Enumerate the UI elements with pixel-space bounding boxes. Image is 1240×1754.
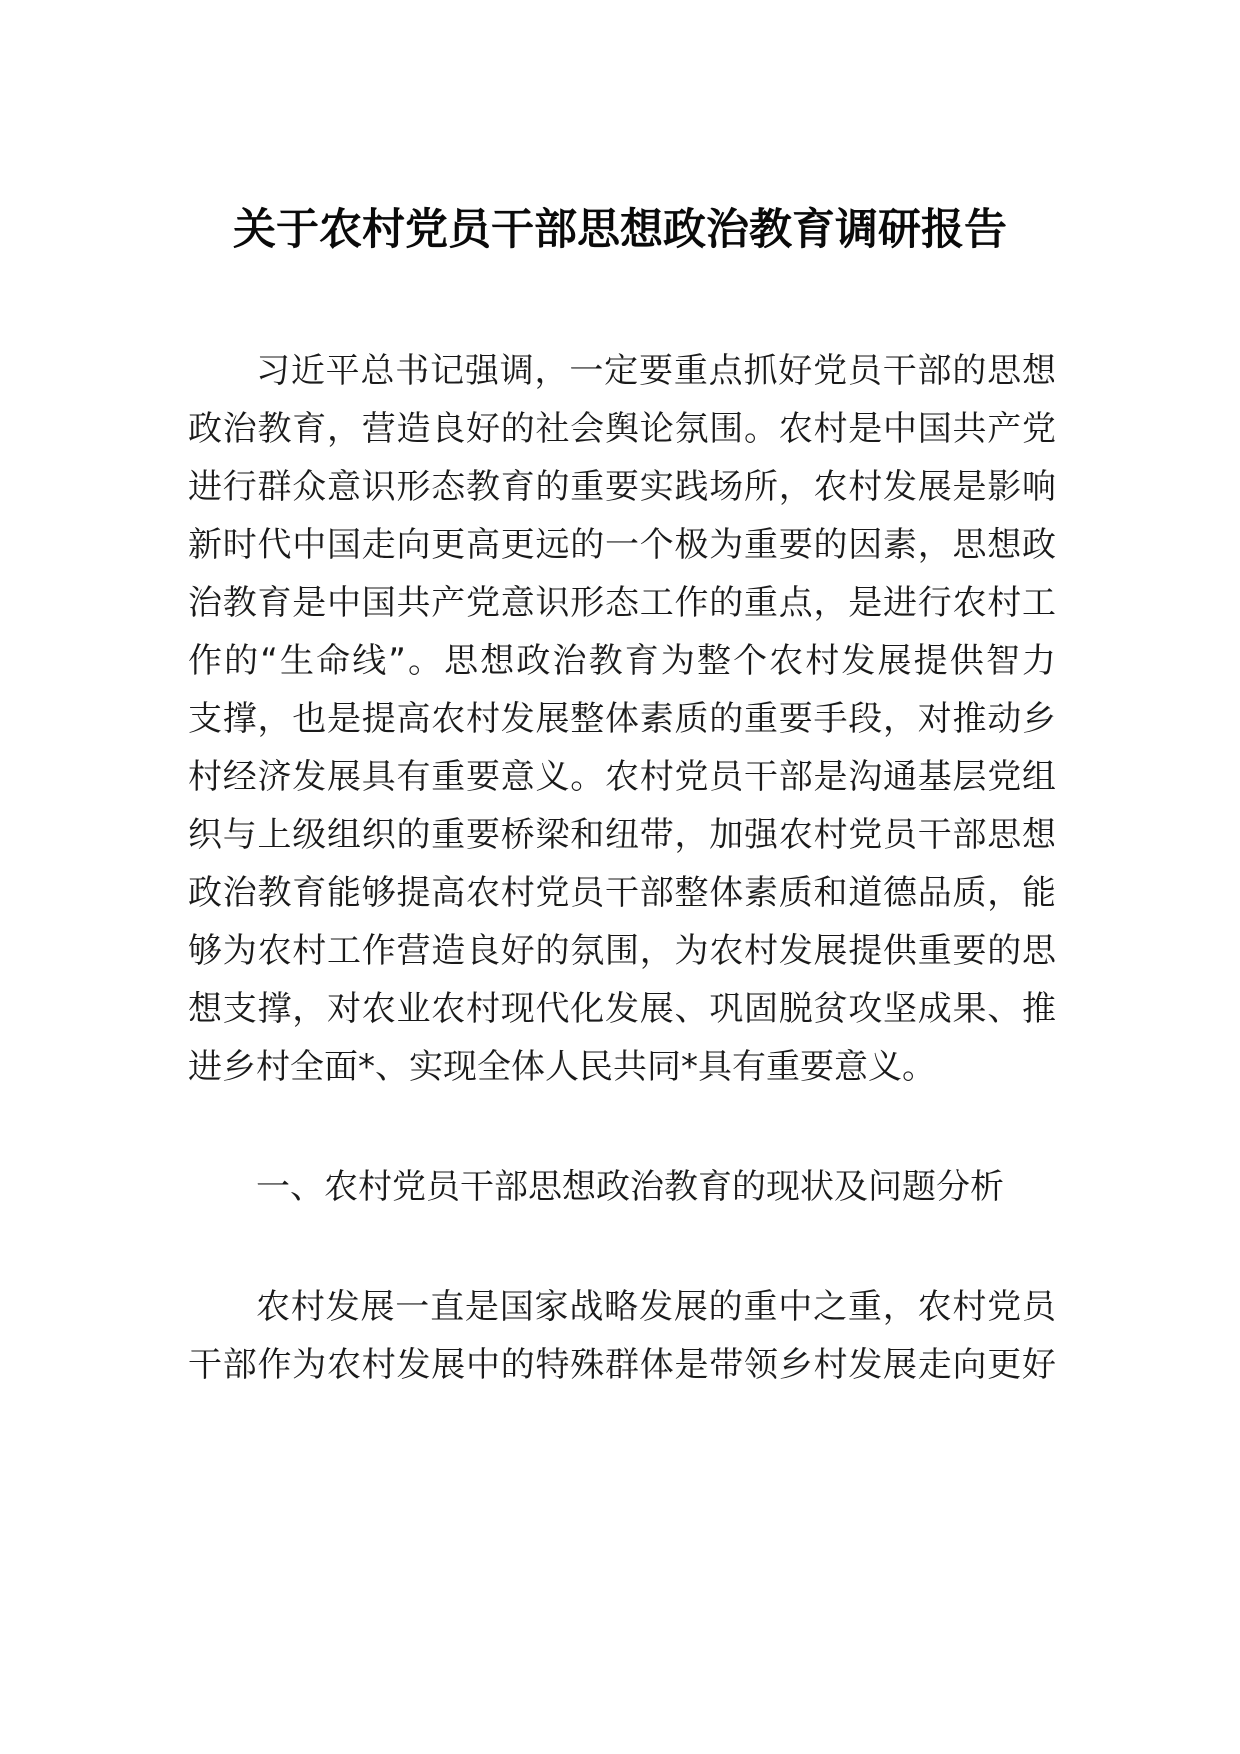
paragraph-line: 够为农村工作营造良好的氛围，为农村发展提供重要的思 xyxy=(188,931,1056,971)
paragraph-line: 进乡村全面*、实现全体人民共同*具有重要意义。 xyxy=(188,1047,936,1087)
paragraph-line: 支撑，也是提高农村发展整体素质的重要手段，对推动乡 xyxy=(188,699,1056,739)
paragraph-line: 治教育是中国共产党意识形态工作的重点，是进行农村工 xyxy=(188,583,1056,623)
paragraph-line: 干部作为农村发展中的特殊群体是带领乡村发展走向更好 xyxy=(188,1345,1056,1385)
paragraph-line: 村经济发展具有重要意义。农村党员干部是沟通基层党组 xyxy=(188,757,1056,797)
document-title: 关于农村党员干部思想政治教育调研报告 xyxy=(233,205,1007,255)
paragraph-line: 进行群众意识形态教育的重要实践场所，农村发展是影响 xyxy=(188,467,1056,507)
paragraph-line: 习近平总书记强调，一定要重点抓好党员干部的思想 xyxy=(256,351,1056,391)
paragraph-line: 新时代中国走向更高更远的一个极为重要的因素，思想政 xyxy=(188,525,1056,565)
section-heading: 一、农村党员干部思想政治教育的现状及问题分析 xyxy=(256,1167,1004,1207)
paragraph-line: 想支撑，对农业农村现代化发展、巩固脱贫攻坚成果、推 xyxy=(188,989,1056,1029)
paragraph-line: 政治教育能够提高农村党员干部整体素质和道德品质，能 xyxy=(188,873,1056,913)
paragraph-line: 政治教育，营造良好的社会舆论氛围。农村是中国共产党 xyxy=(188,409,1056,449)
paragraph-line: 作的“生命线”。思想政治教育为整个农村发展提供智力 xyxy=(188,641,1056,681)
paragraph-line: 农村发展一直是国家战略发展的重中之重，农村党员 xyxy=(256,1287,1056,1327)
paragraph-line: 织与上级组织的重要桥梁和纽带，加强农村党员干部思想 xyxy=(188,815,1056,855)
